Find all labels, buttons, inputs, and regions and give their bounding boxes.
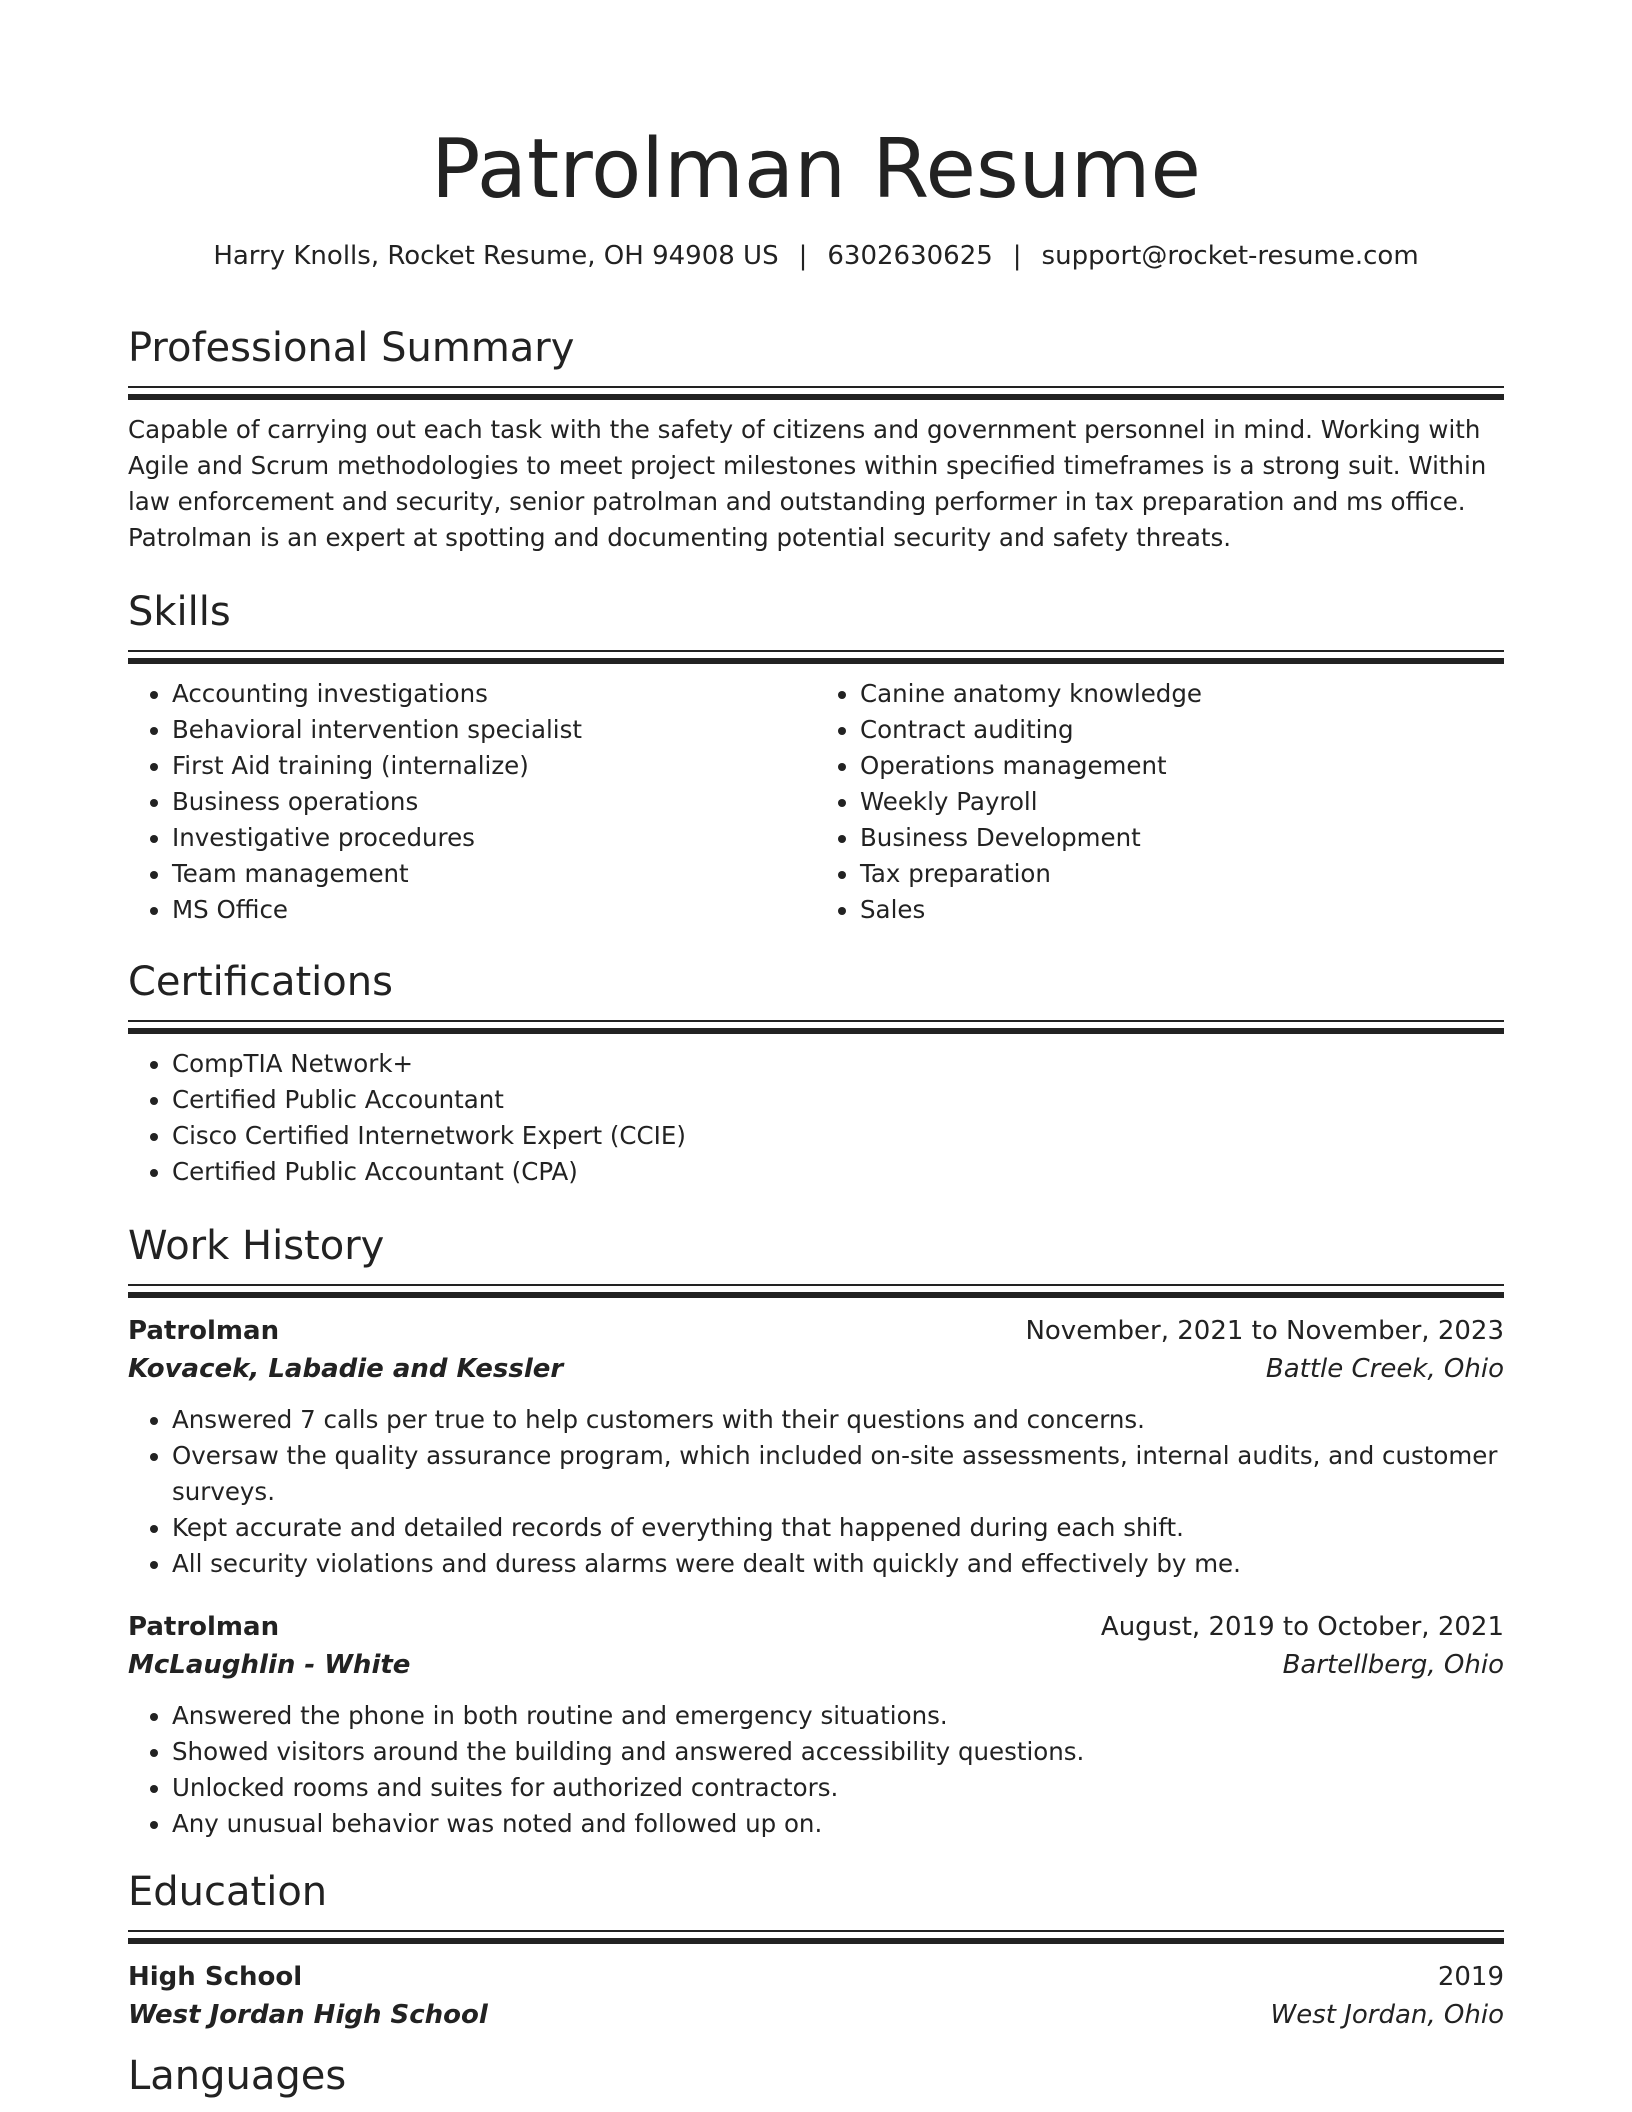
work-history-section [128,1218,1504,1842]
job-duty-item: • Kept accurate and detailed records of everything that happened during each shift. [172,1510,1504,1546]
skill-item: • Canine anatomy knowledge [860,676,1504,712]
skill-item: • Business operations [172,784,816,820]
certifications-heading: Certifications [128,959,393,1005]
skills-right-list [816,676,1504,928]
languages-heading: Languages [128,2053,347,2099]
contact-line [128,238,1504,274]
skill-item: • Accounting investigations [172,676,816,712]
job-entry [128,1608,1504,1842]
skills-heading: Skills [128,589,231,635]
job-duty-item: • Showed visitors around the building and answered accessibility questions. [172,1734,1504,1770]
job-duty-item: • Oversaw the quality assurance program, which included on-site assessments, internal audits, and customer surveys. [172,1438,1504,1510]
job-duties-list [128,1698,1504,1842]
certifications-list [128,1046,1504,1190]
job-entry [128,1312,1504,1582]
contact-address: Harry Knolls, Rocket Resume, OH 94908 US [213,241,779,271]
job-duty-item: • Unlocked rooms and suites for authorized contractors. [172,1770,1504,1806]
contact-phone: 6302630625 [827,241,993,271]
section-divider [128,1284,1504,1298]
section-divider [128,650,1504,664]
skill-item: • MS Office [172,892,816,928]
education-location: West Jordan, Ohio [1270,2000,1504,2030]
job-dates: November, 2021 to November, 2023 [1025,1316,1504,1346]
skill-item: • First Aid training (internalize) [172,748,816,784]
job-title: Patrolman [128,1612,280,1642]
job-duties-list [128,1402,1504,1582]
job-duty-item: • Answered 7 calls per true to help customers with their questions and concerns. [172,1402,1504,1438]
skill-item: • Sales [860,892,1504,928]
skill-item: • Business Development [860,820,1504,856]
certifications-section [128,954,1504,1190]
skill-item: • Investigative procedures [172,820,816,856]
education-school: West Jordan High School [128,2000,488,2030]
job-duty-item: • Answered the phone in both routine and emergency situations. [172,1698,1504,1734]
skills-columns [128,676,1504,928]
certification-item: • CompTIA Network+ [172,1046,1504,1082]
job-location: Bartellberg, Ohio [1282,1650,1504,1680]
education-heading: Education [128,1869,328,1915]
job-header-row [128,1312,1504,1350]
section-divider [128,386,1504,400]
education-entry [128,1958,1504,2034]
education-school-row [128,1996,1504,2034]
education-header-row [128,1958,1504,1996]
skill-item: • Weekly Payroll [860,784,1504,820]
section-divider [128,1930,1504,1944]
job-location: Battle Creek, Ohio [1265,1354,1504,1384]
summary-heading: Professional Summary [128,325,575,371]
job-header-row [128,1608,1504,1646]
skill-item: • Tax preparation [860,856,1504,892]
certification-item: • Certified Public Accountant (CPA) [172,1154,1504,1190]
summary-text: Capable of carrying out each task with the safety of citizens and government personnel in mind. Working with Agile and Scrum methodologies to meet project milestones within specified timeframes is a strong suit. Within law enforcement and security, senior patrolman and outstanding performer in tax preparation and ms office. Patrolman is an expert at spotting and documenting potential security and safety threats. [128,415,1487,552]
certification-item: • Cisco Certified Internetwork Expert (CCIE) [172,1118,1504,1154]
contact-separator: | [798,241,808,271]
job-company: Kovacek, Labadie and Kessler [128,1354,564,1384]
languages-section [128,2048,1504,2104]
job-duty-item: • All security violations and duress alarms were dealt with quickly and effectively by me. [172,1546,1504,1582]
job-title: Patrolman [128,1316,280,1346]
education-year: 2019 [1437,1962,1504,1992]
job-company-row [128,1350,1504,1388]
skill-item: • Contract auditing [860,712,1504,748]
skill-item: • Team management [172,856,816,892]
skills-section [128,584,1504,928]
education-degree: High School [128,1962,303,1992]
skills-left-list [128,676,816,928]
job-dates: August, 2019 to October, 2021 [1100,1612,1504,1642]
summary-section [128,320,1504,556]
job-duty-item: • Any unusual behavior was noted and followed up on. [172,1806,1504,1842]
skill-item: • Behavioral intervention specialist [172,712,816,748]
job-company-row [128,1646,1504,1684]
job-company: McLaughlin - White [128,1650,411,1680]
education-section [128,1864,1504,2034]
certification-item: • Certified Public Accountant [172,1082,1504,1118]
contact-separator: | [1012,241,1022,271]
section-divider [128,1020,1504,1034]
work-history-heading: Work History [128,1223,385,1269]
skill-item: • Operations management [860,748,1504,784]
contact-email: support@rocket-resume.com [1041,241,1419,271]
resume-title: Patrolman Resume [431,122,1201,217]
